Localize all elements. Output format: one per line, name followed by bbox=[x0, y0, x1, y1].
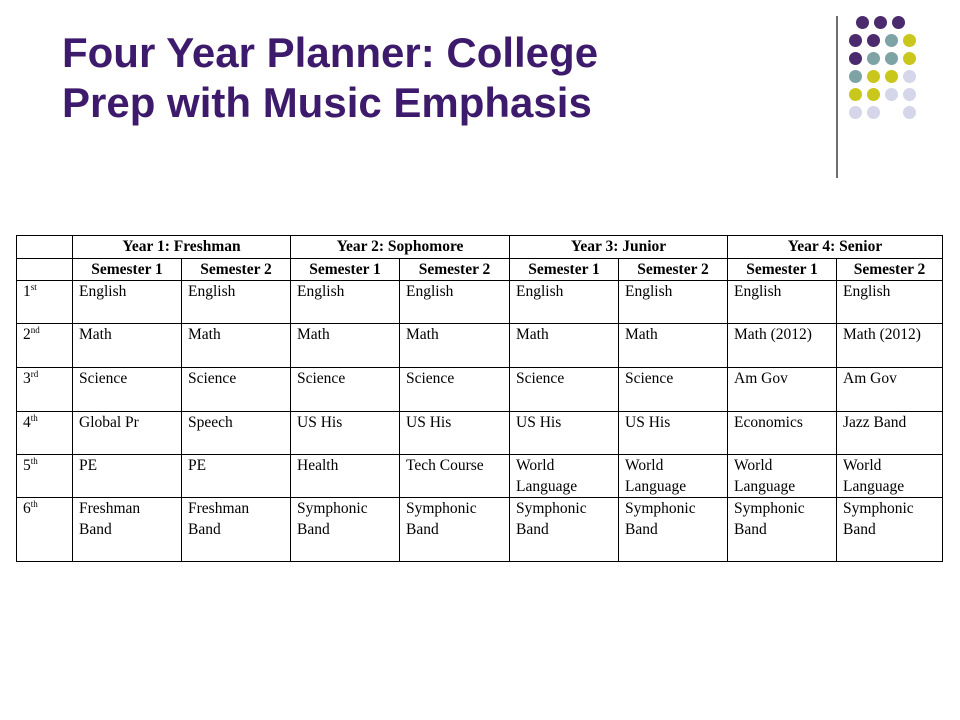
course-cell: English bbox=[291, 281, 400, 323]
semester-header: Semester 1 bbox=[73, 259, 182, 281]
period-number: 5 bbox=[23, 456, 31, 474]
course-cell: Symphonic Band bbox=[728, 498, 837, 562]
period-suffix: rd bbox=[30, 369, 39, 380]
course-cell: English bbox=[728, 281, 837, 323]
decorative-dot bbox=[867, 34, 880, 47]
period-suffix: nd bbox=[30, 324, 40, 335]
course-cell: Am Gov bbox=[837, 368, 943, 411]
decorative-dot bbox=[885, 34, 898, 47]
course-cell: Science bbox=[619, 368, 728, 411]
period-suffix: th bbox=[30, 455, 38, 466]
course-cell: Symphonic Band bbox=[400, 498, 510, 562]
course-cell: US His bbox=[291, 411, 400, 454]
table-row bbox=[17, 323, 943, 367]
decorative-dot bbox=[856, 16, 869, 29]
period-number: 2 bbox=[23, 325, 31, 343]
decorative-dot bbox=[885, 88, 898, 101]
decorative-dot bbox=[874, 16, 887, 29]
period-header-cell bbox=[17, 259, 73, 281]
course-cell: Tech Course bbox=[400, 454, 510, 497]
semester-header: Semester 2 bbox=[400, 259, 510, 281]
course-cell: Global Pr bbox=[73, 411, 182, 454]
decorative-dot bbox=[867, 70, 880, 83]
course-cell: World Language bbox=[619, 454, 728, 497]
course-cell: Jazz Band bbox=[837, 411, 943, 454]
decorative-dot bbox=[903, 106, 916, 119]
course-cell: Symphonic Band bbox=[619, 498, 728, 562]
course-cell: Math bbox=[510, 323, 619, 367]
semester-header: Semester 2 bbox=[182, 259, 291, 281]
year-header: Year 4: Senior bbox=[728, 236, 943, 259]
table-row bbox=[17, 368, 943, 411]
table-row bbox=[17, 454, 943, 497]
decorative-dot bbox=[867, 88, 880, 101]
decorative-dot bbox=[903, 34, 916, 47]
course-cell: Math bbox=[400, 323, 510, 367]
decorative-dot bbox=[885, 52, 898, 65]
course-cell: Symphonic Band bbox=[510, 498, 619, 562]
period-label bbox=[17, 411, 73, 454]
course-cell: Economics bbox=[728, 411, 837, 454]
course-cell: Symphonic Band bbox=[291, 498, 400, 562]
course-cell: English bbox=[510, 281, 619, 323]
period-label bbox=[17, 281, 73, 323]
semester-header: Semester 1 bbox=[510, 259, 619, 281]
decorative-dot bbox=[867, 52, 880, 65]
course-cell: PE bbox=[182, 454, 291, 497]
decorative-dot bbox=[849, 88, 862, 101]
course-cell: Math (2012) bbox=[728, 323, 837, 367]
period-number: 1 bbox=[23, 283, 31, 301]
period-number: 3 bbox=[23, 370, 31, 388]
course-cell: Health bbox=[291, 454, 400, 497]
course-cell: Science bbox=[510, 368, 619, 411]
decorative-dot bbox=[849, 52, 862, 65]
course-cell: English bbox=[400, 281, 510, 323]
period-suffix: th bbox=[30, 412, 38, 423]
decorative-dot bbox=[885, 70, 898, 83]
period-label bbox=[17, 323, 73, 367]
course-cell: Science bbox=[291, 368, 400, 411]
course-cell: World Language bbox=[728, 454, 837, 497]
course-cell: Math bbox=[182, 323, 291, 367]
period-number: 6 bbox=[23, 500, 31, 518]
semester-header: Semester 1 bbox=[728, 259, 837, 281]
decorative-dot bbox=[892, 16, 905, 29]
table-row bbox=[17, 281, 943, 323]
decorative-dot bbox=[867, 106, 880, 119]
course-cell: Science bbox=[182, 368, 291, 411]
course-cell: World Language bbox=[837, 454, 943, 497]
year-header: Year 1: Freshman bbox=[73, 236, 291, 259]
decorative-dot bbox=[849, 70, 862, 83]
course-cell: Speech bbox=[182, 411, 291, 454]
slide-title bbox=[62, 28, 802, 128]
course-cell: PE bbox=[73, 454, 182, 497]
semester-header: Semester 2 bbox=[837, 259, 943, 281]
period-suffix: st bbox=[30, 282, 37, 293]
period-label bbox=[17, 368, 73, 411]
course-cell: US His bbox=[619, 411, 728, 454]
course-cell: Freshman Band bbox=[182, 498, 291, 562]
course-cell: Symphonic Band bbox=[837, 498, 943, 562]
table-row bbox=[17, 411, 943, 454]
year-header: Year 2: Sophomore bbox=[291, 236, 510, 259]
course-cell: English bbox=[73, 281, 182, 323]
course-cell: English bbox=[182, 281, 291, 323]
course-cell: US His bbox=[400, 411, 510, 454]
title-divider-line bbox=[836, 16, 838, 178]
decorative-dot bbox=[849, 106, 862, 119]
semester-header: Semester 2 bbox=[619, 259, 728, 281]
course-cell: Math (2012) bbox=[837, 323, 943, 367]
course-cell: Math bbox=[291, 323, 400, 367]
course-cell: World Language bbox=[510, 454, 619, 497]
table-row bbox=[17, 498, 943, 562]
decorative-dot bbox=[903, 88, 916, 101]
course-cell: Am Gov bbox=[728, 368, 837, 411]
four-year-planner-table bbox=[16, 235, 943, 562]
corner-cell bbox=[17, 236, 73, 259]
period-number: 4 bbox=[23, 413, 31, 431]
period-suffix: th bbox=[30, 499, 38, 510]
decorative-dot bbox=[903, 70, 916, 83]
course-cell: Freshman Band bbox=[73, 498, 182, 562]
decorative-dot bbox=[903, 52, 916, 65]
course-cell: Science bbox=[400, 368, 510, 411]
decorative-dot bbox=[849, 34, 862, 47]
course-cell: English bbox=[619, 281, 728, 323]
period-label bbox=[17, 454, 73, 497]
title-line-2: Prep with Music Emphasis bbox=[62, 79, 592, 126]
course-cell: English bbox=[837, 281, 943, 323]
course-cell: US His bbox=[510, 411, 619, 454]
course-cell: Math bbox=[73, 323, 182, 367]
semester-header: Semester 1 bbox=[291, 259, 400, 281]
title-line-1: Four Year Planner: College bbox=[62, 29, 599, 76]
period-label bbox=[17, 498, 73, 562]
course-cell: Math bbox=[619, 323, 728, 367]
course-cell: Science bbox=[73, 368, 182, 411]
year-header: Year 3: Junior bbox=[510, 236, 728, 259]
